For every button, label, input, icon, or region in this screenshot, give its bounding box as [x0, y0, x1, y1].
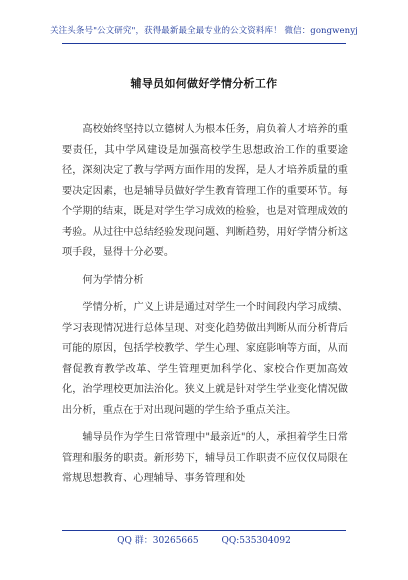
paragraph-definition: 学情分析，广义上讲是通过对学生一个时间段内学习成绩、学习表现情况进行总体呈现、对变化趋势做出判断从而分析背后可能的原因，包括学校教学、学生心理、家庭影响等方面，从而督促教育教学改革、学生管理更加科学化、家校合作更加高效化，治学理校更加法治化。狭义上就是针对学生学业变化情况做出分析，重点在于对出现问题的学生给予重点关注。	[62, 302, 348, 416]
paragraph-counselor: 辅导员作为学生日常管理中"最亲近"的人，承担着学生日常管理和服务的职责。新形势下，辅导员工作职责不应仅仅局限在常规思想教育、心理辅导、事务管理和处	[62, 432, 348, 484]
qq-text: QQ:535304092	[221, 536, 291, 546]
page-header: 关注头条号"公文研究"，获得最新最全最专业的公文资料库！ 微信：gongwenyj	[50, 26, 358, 36]
document-body	[62, 120, 348, 497]
paragraph-intro: 高校始终坚持以立德树人为根本任务，肩负着人才培养的重要责任，其中学风建设是加强高校学生思想政治工作的重要途径，深刻决定了教与学两方面作用的发挥，是人才培养质量的重要决定因素，也是辅导员做好学生教育管理工作的重要环节。每个学期的结束，既是对学生学习成效的检验，也是对管理成效的考验。从过往中总结经验发现问题、判断趋势，用好学情分析这项手段，显得十分必要。	[62, 124, 348, 258]
section-heading: 何为学情分析	[82, 274, 144, 286]
footer-divider	[62, 530, 346, 531]
qq-group-text: QQ 群：30265665	[117, 536, 199, 546]
document-title: 辅导员如何做好学情分析工作	[130, 77, 278, 90]
page-footer	[0, 533, 408, 546]
header-divider	[62, 43, 346, 44]
